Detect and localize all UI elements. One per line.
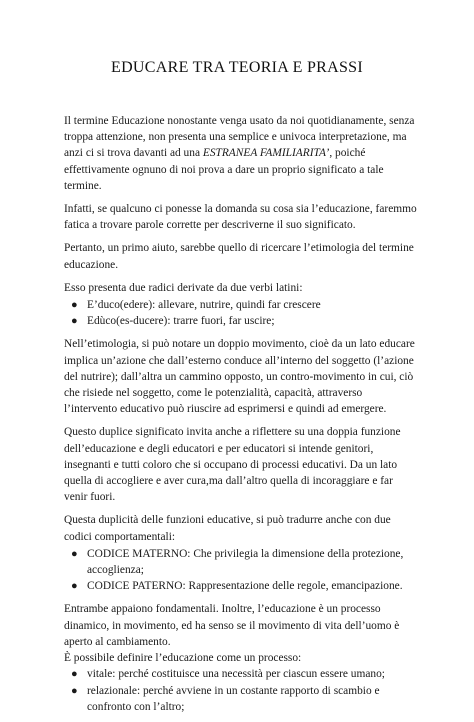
latin-roots-list [64, 297, 418, 329]
list-item-text: CODICE MATERNO: Che privilegia la dimensione della protezione, accoglienza; [87, 547, 404, 577]
list-item [64, 578, 418, 594]
list-item-text: E’duco(edere): allevare, nutrire, quindi far crescere [87, 299, 321, 312]
list-item [64, 313, 418, 329]
intro-text-start: Il termine Educazione nonostante venga usato da noi quotidianamente, senza troppa attenzione, non presenta una semplice e univoca interpretazione, ma anzi ci si trova davanti ad una [64, 115, 415, 160]
list-item-text: vitale: perché costituisce una necessità per ciascun essere umano; [87, 668, 385, 681]
paragraph-question: Infatti, se qualcuno ci ponesse la domanda su cosa sia l’educazione, faremmo fatica a trovare parole corrette per descriverne il suo significato. [64, 203, 417, 232]
paragraph-double-movement: Nell’etimologia, si può notare un doppio movimento, cioè da un lato educare implica un’azione che dall’esterno conduce all’interno del soggetto (l’azione del nutrire); dall’altra un cammino opposto, un contro-movimento in cui, ciò che risiede nel soggetto, come le potenzialità, capacità, attraverso l’intervento educativo può riuscire ad esprimersi e quindi ad emergere. [64, 338, 415, 416]
bullet-icon: ● [71, 547, 78, 560]
intro-emphasis: ESTRANEA FAMILIARITA’ [202, 147, 330, 160]
bullet-icon: ● [71, 684, 78, 697]
bullet-icon: ● [71, 580, 78, 593]
paragraph-fundamental: Entrambe appaiono fondamentali. Inoltre, l’educazione è un processo dinamico, in movimento, ed ha senso se il movimento di vita dell’uomo è aperto al cambiamento. [64, 603, 400, 648]
paragraph-double-function: Questo duplice significato invita anche a riflettere su una doppia funzione dell’educazione e degli educatori e per educatori si intende genitori, insegnanti e tutti coloro che si occupano di processi educativi. Da un lato quella di accogliere e aver cura,ma dall’altro quella di incoraggiare e far venir fuori. [64, 426, 401, 504]
list-item [64, 683, 418, 715]
codes-list [64, 546, 418, 595]
intro-text-end: , poiché effettivamente ognuno di noi prova a dare un proprio significato a tale termine. [64, 147, 384, 192]
list-item-text: relazionale: perché avviene in un costante rapporto di scambio e confronto con l’altro; [87, 684, 380, 713]
list-item [64, 546, 418, 578]
list-item-text: Edùco(es-ducere): trarre fuori, far uscire; [87, 315, 275, 328]
bullet-icon: ● [71, 299, 78, 312]
list-item-text: CODICE PATERNO: Rappresentazione delle regole, emancipazione. [87, 580, 403, 593]
document-title: EDUCARE TRA TEORIA E PRASSI [111, 59, 363, 76]
list-item [64, 297, 418, 313]
bullet-icon: ● [71, 315, 78, 328]
list-item [64, 666, 418, 682]
process-list [64, 666, 418, 715]
document-body [64, 113, 418, 722]
paragraph-behavioral-codes: Questa duplicità delle funzioni educative, si può tradurre anche con due codici comportamentali: [64, 514, 391, 543]
paragraph-latin-roots: Esso presenta due radici derivate da due verbi latini: [64, 281, 303, 294]
paragraph-intro [64, 113, 418, 194]
bullet-icon: ● [71, 668, 78, 681]
paragraph-process-definition: È possibile definire l’educazione come un processo: [64, 652, 302, 665]
paragraph-etymology-help: Pertanto, un primo aiuto, sarebbe quello di ricercare l’etimologia del termine educazione. [64, 242, 414, 271]
